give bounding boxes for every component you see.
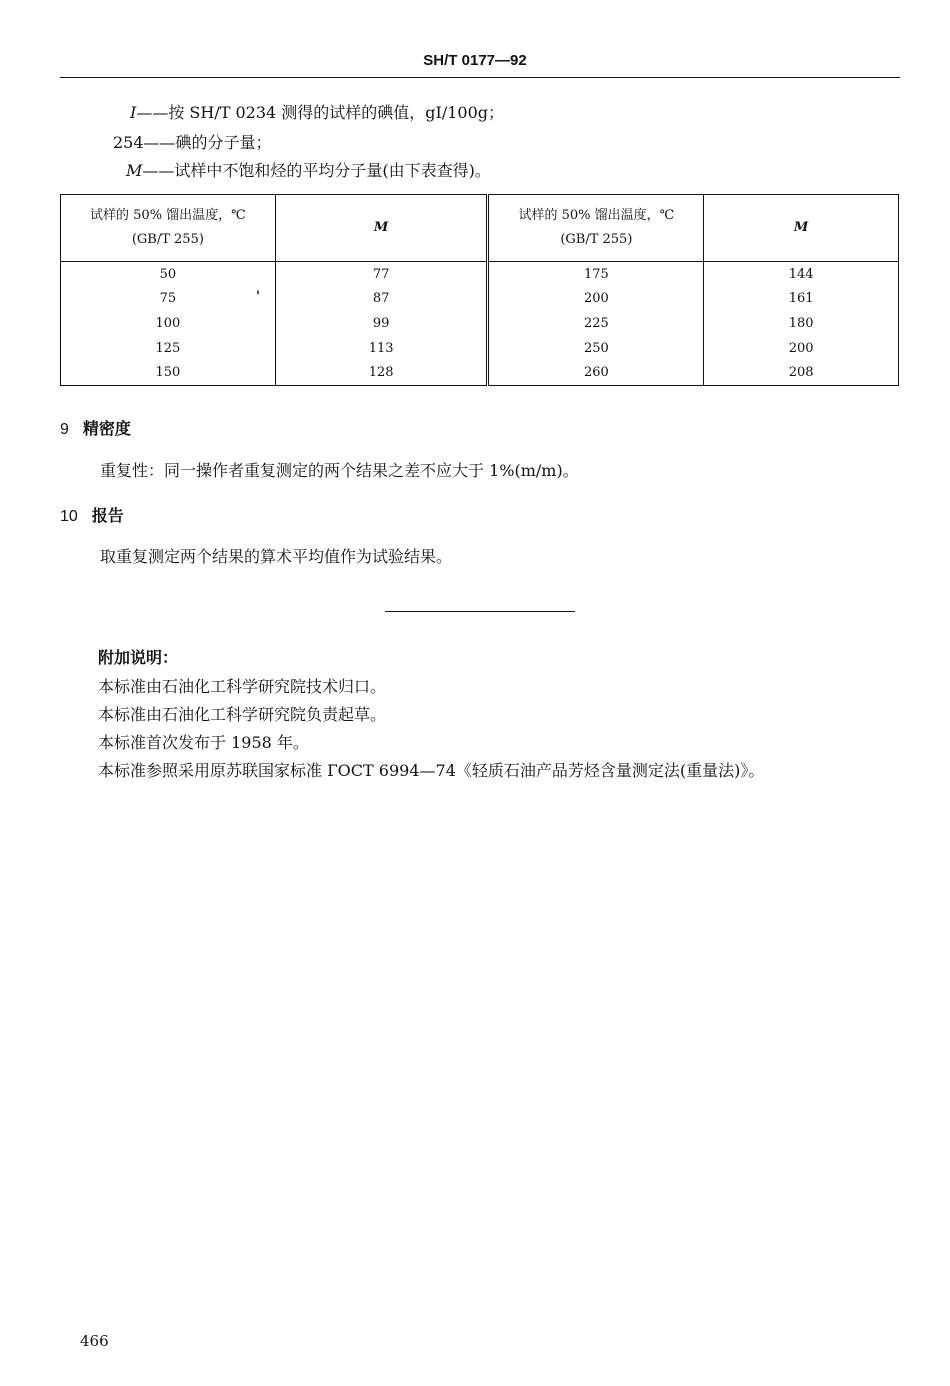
header-m-right: M: [704, 195, 899, 262]
header-temp-right: 试样的 50% 馏出温度，℃ (GB/T 255): [488, 195, 704, 262]
definition-m: [126, 158, 491, 181]
note-line: 本标准由石油化工科学研究院技术归口。: [98, 677, 387, 696]
molecular-weight-table: [60, 194, 899, 386]
section-title: 精密度: [82, 421, 131, 438]
stray-mark: ': [256, 288, 260, 304]
table-row: 75 ' 87 200 161: [61, 287, 899, 312]
definition-i: [130, 100, 504, 123]
header-temp-left: 试样的 50% 馏出温度，℃ (GB/T 255): [61, 195, 276, 262]
definition-text: ——碘的分子量；: [143, 133, 272, 152]
notes-title: 附加说明：: [98, 650, 179, 667]
header-m-left: M: [275, 195, 488, 262]
definition-text: ——按 SH/T 0234 测得的试样的碘值，gI/100g；: [136, 103, 505, 122]
section-10-heading: [60, 503, 124, 526]
table-header-row: [61, 195, 899, 262]
definition-254: [113, 130, 272, 153]
definition-text: ——试样中不饱和烃的平均分子量(由下表查得)。: [142, 161, 491, 180]
section-10-text: 取重复测定两个结果的算术平均值作为试验结果。: [100, 547, 453, 566]
end-divider: [385, 611, 575, 612]
header-rule: [60, 77, 900, 78]
note-line: 本标准参照采用原苏联国家标准 ГОСТ 6994—74《轻质石油产品芳烃含量测定法(重量法)》。: [98, 761, 765, 780]
note-line: 本标准由石油化工科学研究院负责起草。: [98, 705, 387, 724]
section-9-text: 重复性：同一操作者重复测定的两个结果之差不应大于 1%(m/m)。: [100, 461, 579, 480]
section-number: 9: [60, 421, 69, 438]
definition-symbol: M: [126, 161, 143, 180]
table-row: 150 128 260 208: [61, 360, 899, 385]
page-number: 466: [80, 1332, 109, 1350]
definition-symbol: 254: [113, 133, 144, 152]
table-row: 50 77 175 144: [61, 262, 899, 287]
section-number: 10: [60, 508, 78, 525]
section-9-heading: [60, 416, 131, 439]
table-row: 125 113 250 200: [61, 336, 899, 361]
note-line: 本标准首次发布于 1958 年。: [98, 733, 309, 752]
section-title: 报告: [91, 508, 124, 525]
table-row: 100 99 225 180: [61, 311, 899, 336]
document-code: SH/T 0177—92: [423, 52, 527, 69]
definition-symbol: I: [130, 103, 137, 122]
